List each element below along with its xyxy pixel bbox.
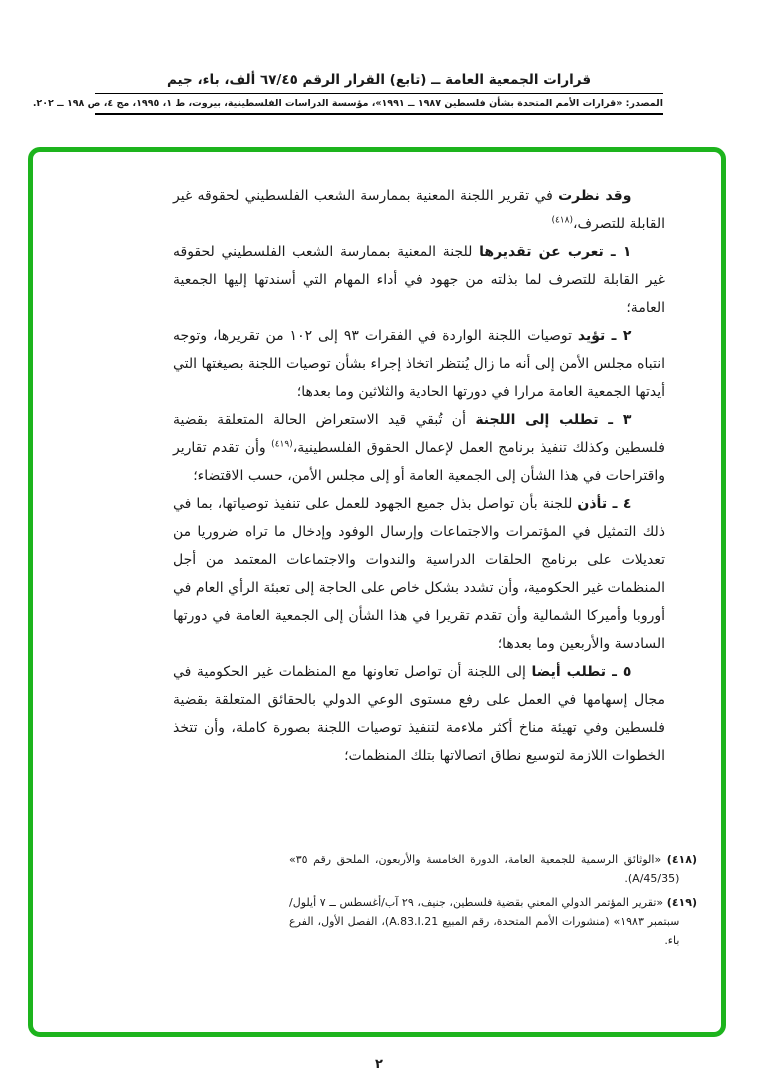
page-title: قرارات الجمعية العامة ــ (تابع) القرار الرقم ٦٧/٤٥ ألف، باء، جيم <box>166 72 592 88</box>
content-frame <box>28 147 726 1037</box>
paragraph-preamble <box>173 182 665 238</box>
paragraph-number: ٣ ـ <box>598 412 632 428</box>
source-line: المصدر: «قرارات الأمم المتحدة بشأن فلسطين ١٩٨٧ ــ ١٩٩١»، مؤسسة الدراسات الفلسطينية، بيروت، ط ١، ١٩٩٥، مج ٤، ص ١٩٨ ــ ٢٠٢. <box>32 98 663 109</box>
header-divider-thin <box>95 93 663 94</box>
paragraph-text: توصيات اللجنة الواردة في الفقرات ٩٣ إلى ١٠٢ من تقريرها، وتوجه انتباه مجلس الأمن إلى أنه ما زال يُنتظر اتخاذ إجراء بشأن توصيات اللجنة بصيغتها التي أيدتها الجمعية العامة مرارا في دورتها الحادية والثلاثين وما بعدها؛ <box>173 328 665 400</box>
paragraph-text: في تقرير اللجنة المعنية بممارسة الشعب الفلسطيني لحقوقه غير القابلة للتصرف، <box>173 188 665 232</box>
footnote-text: «الوثائق الرسمية للجمعية العامة، الدورة الخامسة والأربعون، الملحق رقم ٣٥» (A/45/35). <box>289 853 680 885</box>
paragraph-lead: تطلب أيضا <box>531 664 607 680</box>
page-number: ٢ <box>375 1057 383 1072</box>
paragraph-lead: تطلب إلى اللجنة <box>475 412 599 428</box>
paragraph-lead: تأذن <box>577 496 608 512</box>
paragraph-text: وأن تقدم تقارير واقتراحات في هذا الشأن إلى الجمعية العامة أو إلى مجلس الأمن، حسب الاقتضاء؛ <box>173 440 665 484</box>
paragraph-number: ٤ ـ <box>607 496 632 512</box>
footnote-marker: (٤١٨) <box>666 853 697 866</box>
paragraph-operative-4 <box>173 490 665 658</box>
paragraph-operative-2 <box>173 322 665 406</box>
footnotes-section <box>289 850 697 955</box>
document-header <box>32 72 663 115</box>
paragraph-number: ٢ ـ <box>605 328 632 344</box>
paragraph-text: للجنة بأن تواصل بذل جميع الجهود للعمل على تنفيذ توصياتها، بما في ذلك التمثيل في المؤتمرات والاجتماعات وإرسال الوفود وإدخال ما تراه ضروريا من تعديلات على برنامج الحلقات الدراسية والندوات والاجتماعات المعتمد من أجل المنظمات غير الحكومية، وأن تشدد بشكل خاص على الحاجة إلى تعبئة الرأي العام في أوروبا وأميركا الشمالية وأن تقدم تقريرا في هذا الشأن إلى الجمعية العامة في دورتها السادسة والأربعين وما بعدها؛ <box>173 496 665 652</box>
footnote-418 <box>289 850 697 888</box>
paragraph-operative-3 <box>173 406 665 490</box>
header-divider-thick <box>95 113 663 115</box>
resolution-text <box>173 182 665 770</box>
footnote-ref-418: (٤١٨) <box>551 215 573 226</box>
paragraph-lead: تعرب عن تقديرها <box>479 244 604 260</box>
paragraph-lead: وقد نظرت <box>558 188 632 204</box>
paragraph-number: ١ ـ <box>603 244 632 260</box>
paragraph-number: ٥ ـ <box>606 664 632 680</box>
footnote-ref-419: (٤١٩) <box>271 439 293 450</box>
paragraph-text: للجنة المعنية بممارسة الشعب الفلسطيني لحقوقه غير القابلة للتصرف لما بذلته من جهود في أداء المهام التي أسندتها إليها الجمعية العامة؛ <box>173 244 665 316</box>
footnote-marker: (٤١٩) <box>666 896 697 909</box>
paragraph-lead: تؤيد <box>577 328 606 344</box>
paragraph-operative-1 <box>173 238 665 322</box>
paragraph-operative-5 <box>173 658 665 770</box>
footnote-text: «تقرير المؤتمر الدولي المعني بقضية فلسطين، جنيف، ٢٩ آب/أغسطس ــ ٧ أيلول/سبتمبر ١٩٨٣» (منشورات الأمم المتحدة، رقم المبيع A.83.I.21)، الفصل الأول، الفرع باء. <box>289 896 680 947</box>
footnote-419 <box>289 893 697 950</box>
paragraph-text: أن تُبقي قيد الاستعراض الحالة المتعلقة بقضية فلسطين وكذلك تنفيذ برنامج العمل لإعمال الحقوق الفلسطينية، <box>173 412 665 456</box>
paragraph-text: إلى اللجنة أن تواصل تعاونها مع المنظمات غير الحكومية في مجال إسهامها في العمل على رفع مستوى الوعي الدولي بالحقائق المتعلقة بقضية فلسطين وفي تهيئة مناخ أكثر ملاءمة لتنفيذ توصيات اللجنة بصورة كاملة، وأن تتخذ الخطوات اللازمة لتوسيع نطاق اتصالاتها بتلك المنظمات؛ <box>173 664 665 764</box>
